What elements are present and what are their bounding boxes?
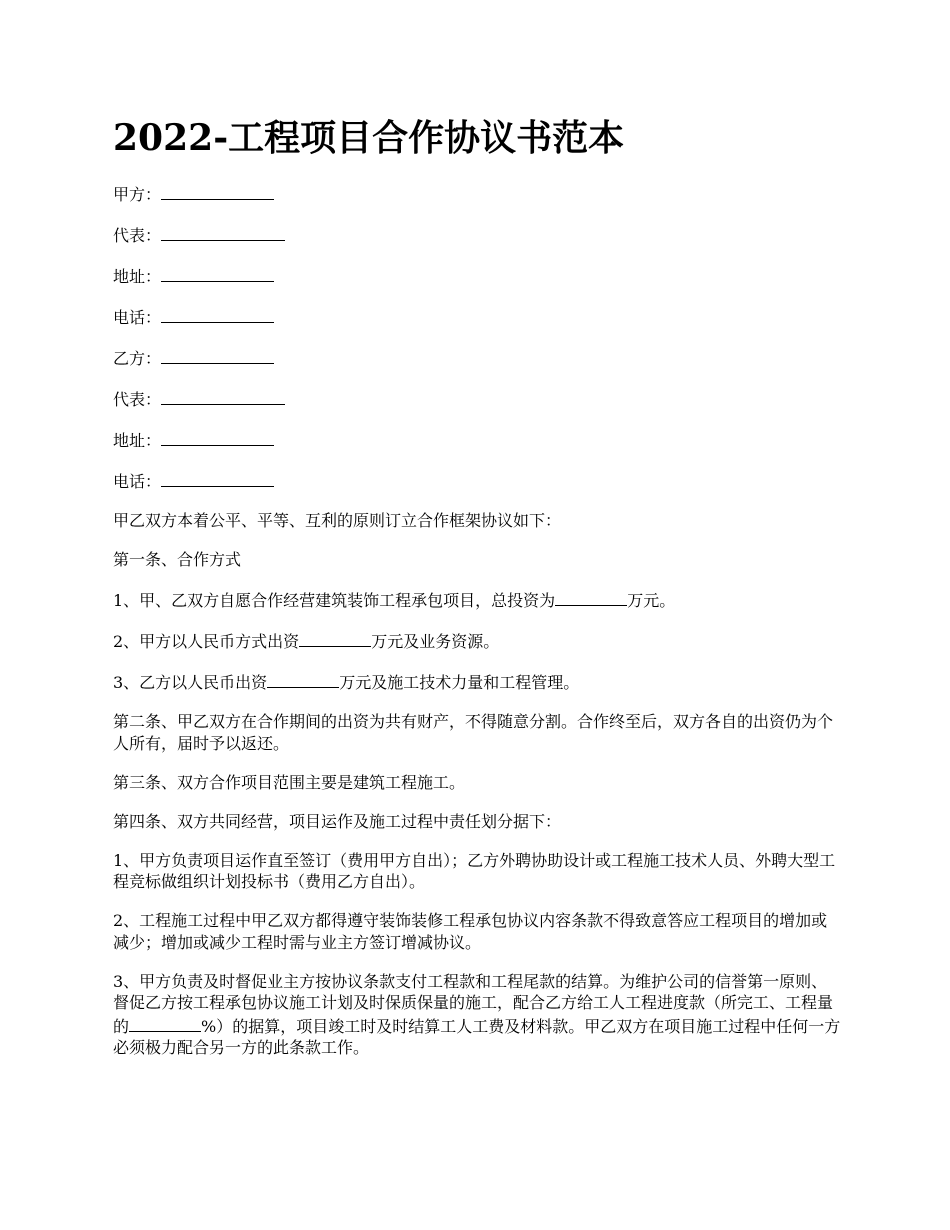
article-1-heading: 第一条、合作方式 <box>113 550 242 569</box>
progress-percent-blank <box>129 1014 201 1032</box>
article-1-item-3-text: 3、乙方以人民币出资 <box>113 673 268 692</box>
article-4-item-2: 2、工程施工过程中甲乙双方都得遵守装饰装修工程承包协议内容条款不得致意答应工程项目的增加或减少；增加或减少工程时需与业主方签订增减协议。 <box>113 911 828 952</box>
party-b-address-label: 地址： <box>113 431 162 450</box>
party-a-phone-label: 电话： <box>113 308 162 327</box>
article-1-item-1 <box>113 588 843 612</box>
party-a-name-label: 甲方： <box>113 185 162 204</box>
party-b-rep-blank <box>161 387 285 405</box>
party-b-name-blank <box>161 346 274 364</box>
party-b-phone-blank <box>161 469 274 487</box>
party-b-investment-blank <box>267 670 339 688</box>
party-a-name-field <box>113 182 843 206</box>
article-4-item-3-tail: %）的据算，项目竣工时及时结算工人工费及材料款。甲乙双方在项目施工过程中任何一方必须极力配合另一方的此条款工作。 <box>113 1016 841 1057</box>
party-a-rep-blank <box>161 223 285 241</box>
intro-paragraph: 甲乙双方本着公平、平等、互利的原则订立合作框架协议如下： <box>113 511 562 530</box>
party-b-address-blank <box>161 428 274 446</box>
party-b-rep-label: 代表： <box>113 390 162 409</box>
party-a-phone-blank <box>161 305 274 323</box>
article-1-item-1-text: 1、甲、乙双方自愿合作经营建筑装饰工程承包项目，总投资为 <box>113 591 556 610</box>
article-4-item-1: 1、甲方负责项目运作直至签订（费用甲方自出）；乙方外聘协助设计或工程施工技术人员、外聘大型工程竞标做组织计划投标书（费用乙方自出）。 <box>113 850 836 891</box>
party-a-address-blank <box>161 264 274 282</box>
article-4-heading: 第四条、双方共同经营，项目运作及施工过程中责任划分据下： <box>113 811 562 831</box>
article-1-item-2-unit: 万元及业务资源。 <box>371 632 500 651</box>
party-a-address-field <box>113 264 843 288</box>
party-b-name-label: 乙方： <box>113 349 162 368</box>
article-1-item-1-unit: 万元。 <box>627 591 676 610</box>
article-1-item-2 <box>113 629 843 653</box>
party-b-phone-field <box>113 469 843 493</box>
party-a-phone-field <box>113 305 843 329</box>
article-3-paragraph: 第三条、双方合作项目范围主要是建筑工程施工。 <box>113 772 466 792</box>
party-b-phone-label: 电话： <box>113 472 162 491</box>
article-4-item-3-text: 3、甲方负责及时督促业主方按协议条款支付工程款和工程尾款的结算。为维护公司的信誉第一原则、督促乙方按工程承包协议施工计划及时保质保量的施工，配合乙方给工人工程进度款（所完工、工程量的 <box>113 971 834 1036</box>
article-2-paragraph: 第二条、甲乙双方在合作期间的出资为共有财产，不得随意分割。合作终至后，双方各自的出资仍为个人所有，届时予以返还。 <box>113 712 834 753</box>
article-4-item-3 <box>113 971 843 1059</box>
party-a-address-label: 地址： <box>113 267 162 286</box>
investment-total-blank <box>555 588 627 606</box>
party-b-rep-field <box>113 387 843 411</box>
article-1-item-3-unit: 万元及施工技术力量和工程管理。 <box>339 673 580 692</box>
party-b-name-field <box>113 346 843 370</box>
party-a-investment-blank <box>299 629 371 647</box>
article-1-item-2-text: 2、甲方以人民币方式出资 <box>113 632 300 651</box>
party-a-name-blank <box>161 182 274 200</box>
party-b-address-field <box>113 428 843 452</box>
document-page <box>113 112 843 1076</box>
party-a-rep-label: 代表： <box>113 226 162 245</box>
party-a-rep-field <box>113 223 843 247</box>
document-title: 2022-工程项目合作协议书范本 <box>113 117 625 159</box>
article-1-item-3 <box>113 670 843 694</box>
